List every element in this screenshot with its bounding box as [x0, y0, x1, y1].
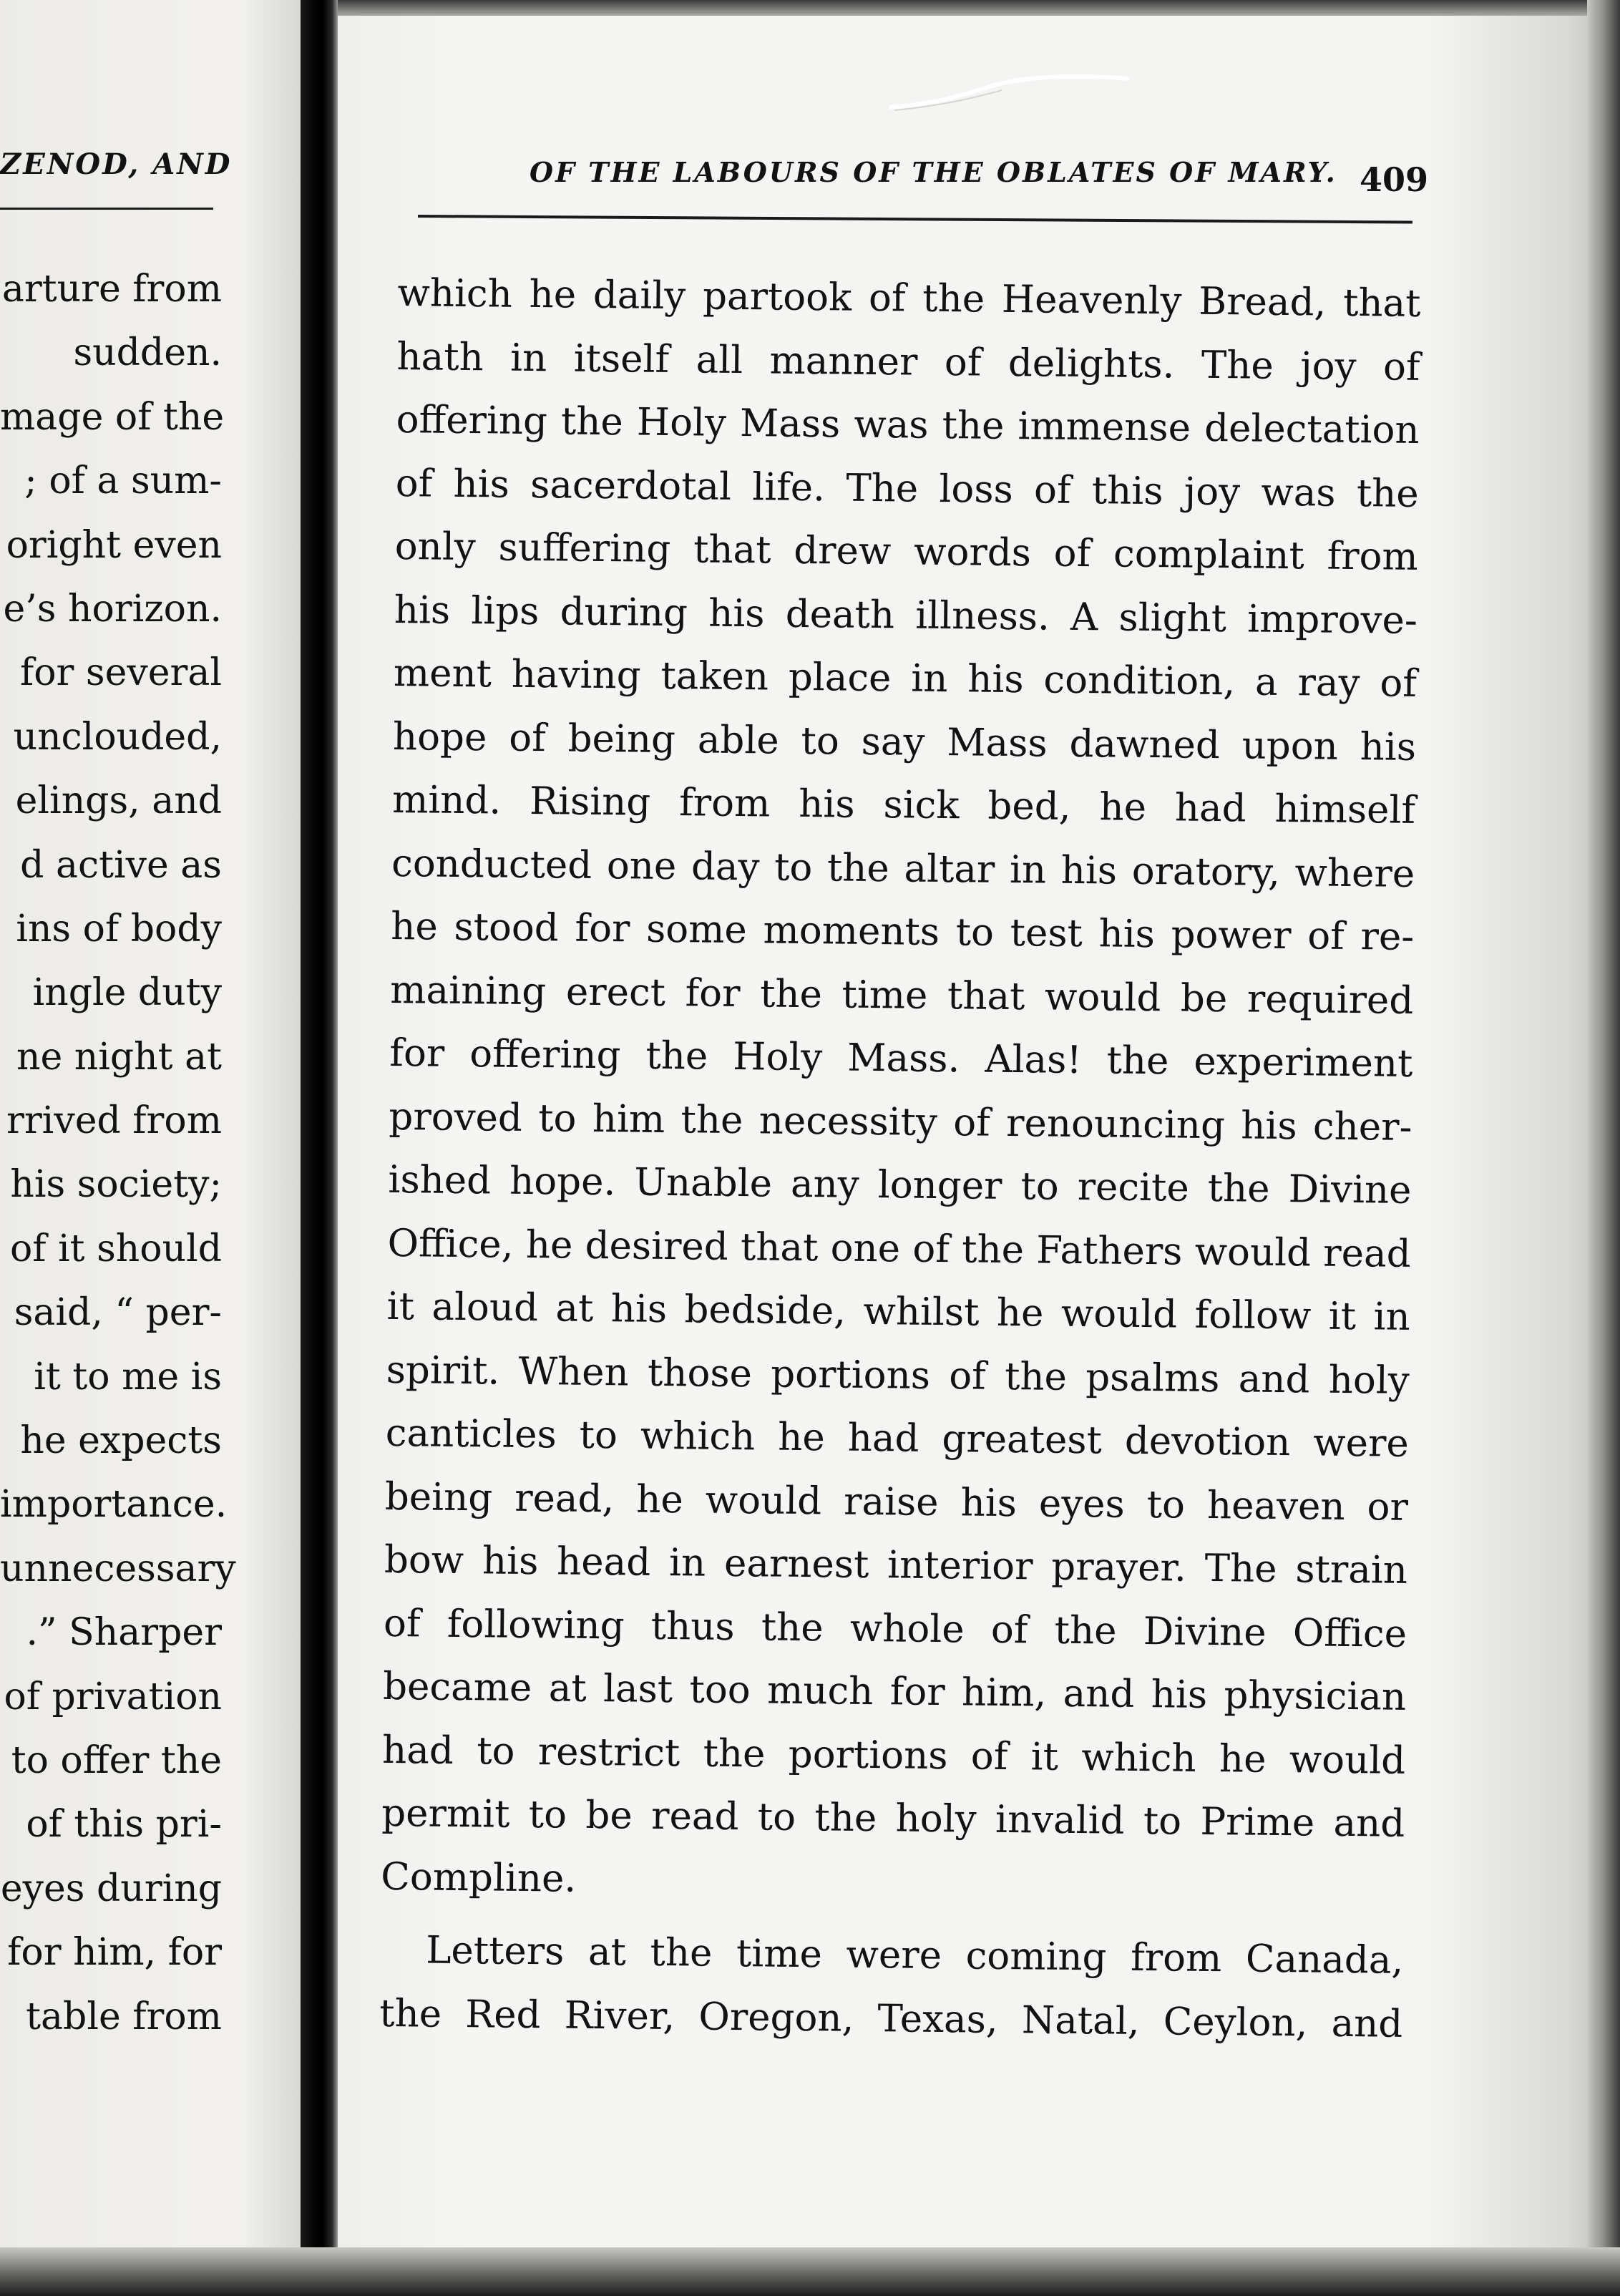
body-text — [379, 262, 1421, 2056]
left-text-line: importance. — [0, 1483, 228, 1527]
text-line: Compline. — [381, 1854, 577, 1901]
left-text-line: for several — [19, 651, 222, 695]
left-text-line: unclouded, — [13, 715, 222, 759]
text-line: canticles to which he had greatest devotion were — [385, 1411, 1410, 1466]
left-text-line: elings, and — [15, 779, 222, 823]
left-text-line: of this pri- — [26, 1803, 222, 1847]
left-text-line: sudden. — [73, 331, 222, 375]
text-line: hath in itself all manner of delights. The joy of — [396, 334, 1420, 389]
left-text-line: rrived from — [6, 1099, 222, 1143]
text-line: hope of being able to say Mass dawned upon his — [392, 714, 1417, 769]
left-text-line: mage of the — [0, 395, 225, 439]
left-text-line: it to me is — [34, 1355, 222, 1398]
left-text-line: oright even — [6, 523, 222, 567]
left-text-line: ; of a sum- — [24, 459, 222, 503]
ink-scratch-mark — [887, 72, 1131, 115]
left-text-line: e’s horizon. — [3, 587, 222, 631]
text-line: bow his head in earnest interior prayer. The strain — [384, 1537, 1408, 1592]
left-text-line: ingle duty — [32, 971, 222, 1015]
left-text-line: to offer the — [11, 1738, 222, 1782]
left-text-line: ne night at — [16, 1035, 222, 1079]
left-page-text — [0, 258, 236, 2049]
left-text-line: arture from — [1, 268, 222, 311]
running-head: OF THE LABOURS OF THE OBLATES OF MARY. — [530, 156, 1337, 188]
scan-top-edge — [338, 0, 1620, 16]
text-line: maining erect for the time that would be required — [390, 968, 1414, 1023]
text-line: of his sacerdotal life. The loss of this joy was the — [395, 461, 1420, 516]
left-text-line: eyes during — [0, 1867, 222, 1910]
book-gutter — [301, 0, 338, 2296]
text-line: spirit. When those portions of the psalms and holy — [386, 1348, 1410, 1403]
left-text-line: he expects — [20, 1419, 222, 1463]
left-text-line: table from — [26, 1995, 222, 2038]
text-line: conducted one day to the altar in his oratory, where — [391, 841, 1415, 896]
text-line: offering the Holy Mass was the immense delectation — [396, 397, 1420, 452]
left-page — [0, 0, 301, 2296]
text-line: for offering the Holy Mass. Alas! the experiment — [389, 1031, 1413, 1086]
left-text-line: said, “ per- — [14, 1291, 222, 1335]
text-line: it aloud at his bedside, whilst he would follow it in — [386, 1284, 1410, 1339]
text-line: ished hope. Unable any longer to recite the Divine — [388, 1157, 1412, 1212]
page-fore-edge — [1587, 0, 1620, 2296]
left-text-line: ins of body — [16, 907, 222, 950]
left-text-line: his society; — [10, 1163, 222, 1207]
left-header-rule — [0, 208, 213, 210]
left-text-line: for him, for — [7, 1931, 222, 1975]
text-line: his lips during his death illness. A slight improve- — [394, 588, 1418, 643]
text-line: mind. Rising from his sick bed, he had himself — [391, 777, 1416, 832]
text-line: ment having taken place in his condition, a ray of — [393, 651, 1418, 706]
text-line: Letters at the time were coming from Canada, — [425, 1928, 1404, 1983]
left-text-line: of privation — [4, 1675, 222, 1718]
text-line: Office, he desired that one of the Fathers would read — [387, 1221, 1411, 1276]
text-line: the Red River, Oregon, Texas, Natal, Ceylon, and — [379, 1991, 1403, 2046]
scan-bottom-edge — [0, 2247, 1620, 2296]
text-line: he stood for some moments to test his power of re- — [390, 904, 1415, 959]
text-line: permit to be read to the holy invalid to Prime and — [381, 1791, 1405, 1846]
left-text-line: of it should — [9, 1227, 222, 1270]
text-line: only suffering that drew words of complaint from — [394, 524, 1419, 579]
text-line: of following thus the whole of the Divine Office — [383, 1601, 1407, 1656]
text-line: being read, he would raise his eyes to heaven or — [384, 1474, 1409, 1529]
left-page-running-head: ZENOD, AND — [0, 147, 233, 181]
page-number: 409 — [1360, 160, 1429, 199]
text-line: had to restrict the portions of it which he would — [381, 1728, 1406, 1783]
left-text-line: d active as — [20, 843, 222, 887]
text-line: became at last too much for him, and his physician — [382, 1664, 1407, 1719]
text-line: which he daily partook of the Heavenly Bread, that — [397, 271, 1421, 326]
left-text-line: unnecessary — [0, 1547, 236, 1590]
text-line: proved to him the necessity of renouncing his cher- — [389, 1094, 1412, 1149]
left-text-line: .” Sharper — [26, 1611, 222, 1655]
